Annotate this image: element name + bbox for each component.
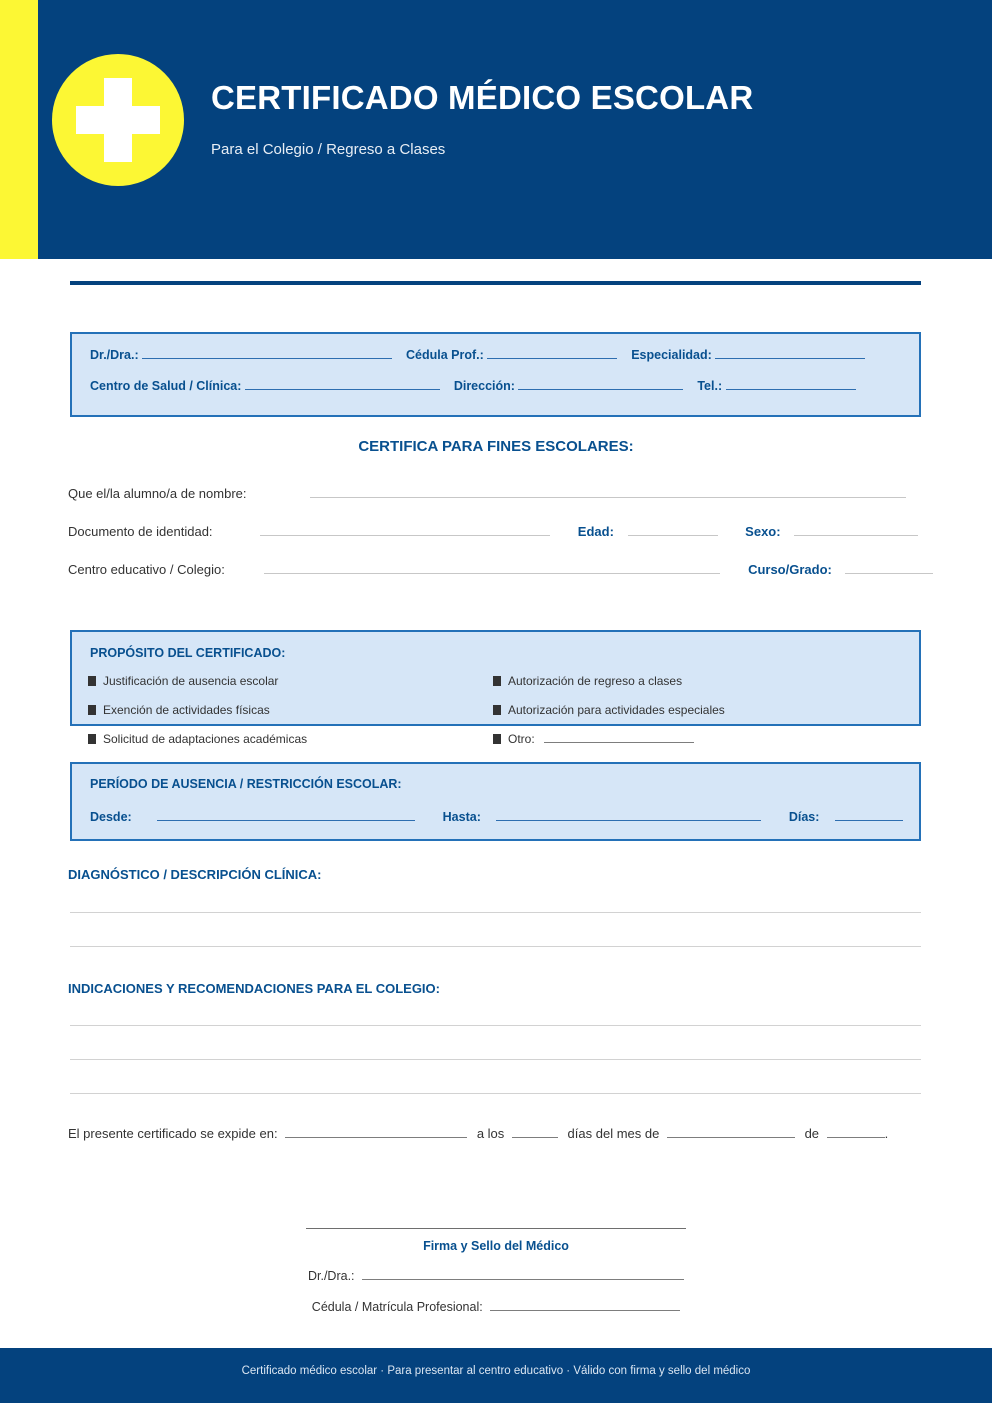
purpose-checkbox-return[interactable] bbox=[493, 674, 682, 688]
purpose-option-label: Autorización para actividades especiales bbox=[508, 703, 725, 717]
doctor-info-panel bbox=[70, 332, 921, 417]
medical-cross-icon bbox=[52, 54, 184, 186]
student-sex-label: Sexo: bbox=[745, 524, 781, 539]
issuance-text-part4: de bbox=[804, 1126, 820, 1141]
period-from-label: Desde: bbox=[90, 810, 132, 824]
period-days-input[interactable] bbox=[835, 820, 903, 821]
period-to-label: Hasta: bbox=[442, 810, 481, 824]
recommendations-write-line[interactable] bbox=[70, 1059, 921, 1060]
student-school-row bbox=[68, 562, 933, 577]
absence-period-title: PERÍODO DE AUSENCIA / RESTRICCIÓN ESCOLAR: bbox=[90, 777, 402, 791]
checkbox-icon[interactable] bbox=[88, 705, 96, 715]
student-age-input[interactable] bbox=[628, 535, 718, 536]
purpose-option-label: Solicitud de adaptaciones académicas bbox=[103, 732, 308, 746]
footer-text: Certificado médico escolar · Para presentar al centro educativo · Válido con firma y sello del médico bbox=[241, 1365, 751, 1377]
doctor-specialty-label: Especialidad: bbox=[631, 348, 712, 362]
issuance-day-input[interactable] bbox=[512, 1137, 558, 1138]
purpose-title: PROPÓSITO DEL CERTIFICADO: bbox=[90, 646, 286, 660]
signature-license-row bbox=[0, 1300, 992, 1314]
purpose-checkbox-absence[interactable] bbox=[88, 674, 278, 688]
doctor-identity-row bbox=[90, 348, 865, 362]
doctor-name-input[interactable] bbox=[142, 358, 392, 359]
student-id-row bbox=[68, 524, 918, 539]
diagnosis-write-line[interactable] bbox=[70, 946, 921, 947]
doctor-license-input[interactable] bbox=[487, 358, 617, 359]
student-school-input[interactable] bbox=[264, 573, 720, 574]
student-name-label: Que el/la alumno/a de nombre: bbox=[68, 486, 247, 501]
student-id-label: Documento de identidad: bbox=[68, 524, 213, 539]
checkbox-icon[interactable] bbox=[88, 676, 96, 686]
clinic-address-input[interactable] bbox=[518, 389, 683, 390]
purpose-option-label: Exención de actividades físicas bbox=[103, 703, 270, 717]
clinic-phone-input[interactable] bbox=[726, 389, 856, 390]
purpose-option-label: Autorización de regreso a clases bbox=[508, 674, 683, 688]
clinic-address-label: Dirección: bbox=[453, 379, 515, 393]
purpose-checkbox-other[interactable] bbox=[493, 732, 694, 746]
doctor-specialty-input[interactable] bbox=[715, 358, 865, 359]
period-days-label: Días: bbox=[788, 810, 820, 824]
purpose-checkbox-pe-exemption[interactable] bbox=[88, 703, 270, 717]
doctor-name-label: Dr./Dra.: bbox=[90, 348, 139, 362]
student-school-label: Centro educativo / Colegio: bbox=[68, 562, 225, 577]
absence-period-panel bbox=[70, 762, 921, 841]
diagnosis-title: DIAGNÓSTICO / DESCRIPCIÓN CLÍNICA: bbox=[68, 867, 322, 882]
issuance-year-input[interactable] bbox=[827, 1137, 885, 1138]
recommendations-write-line[interactable] bbox=[70, 1093, 921, 1094]
checkbox-icon[interactable] bbox=[493, 734, 501, 744]
purpose-checkbox-special-activities[interactable] bbox=[493, 703, 725, 717]
recommendations-title: INDICACIONES Y RECOMENDACIONES PARA EL COLEGIO: bbox=[68, 981, 440, 996]
header-divider bbox=[70, 281, 921, 285]
absence-period-row bbox=[90, 810, 903, 824]
issuance-text-part2: a los bbox=[476, 1126, 505, 1141]
clinic-name-label: Centro de Salud / Clínica: bbox=[90, 379, 242, 393]
student-grade-input[interactable] bbox=[845, 573, 933, 574]
signature-line[interactable] bbox=[306, 1228, 686, 1229]
document-footer bbox=[0, 1348, 992, 1403]
student-sex-input[interactable] bbox=[794, 535, 918, 536]
purpose-checkbox-academic-adaptations[interactable] bbox=[88, 732, 307, 746]
issuance-text-part1: El presente certificado se expide en: bbox=[68, 1126, 278, 1141]
student-grade-label: Curso/Grado: bbox=[748, 562, 832, 577]
doctor-license-label: Cédula Prof.: bbox=[406, 348, 484, 362]
header-accent-stripe bbox=[0, 0, 38, 259]
clinic-phone-label: Tel.: bbox=[697, 379, 723, 393]
diagnosis-write-line[interactable] bbox=[70, 912, 921, 913]
period-from-input[interactable] bbox=[157, 820, 415, 821]
recommendations-write-line[interactable] bbox=[70, 1025, 921, 1026]
signature-license-label: Cédula / Matrícula Profesional: bbox=[311, 1300, 483, 1314]
certifica-heading: CERTIFICA PARA FINES ESCOLARES: bbox=[358, 438, 634, 455]
issuance-month-input[interactable] bbox=[667, 1137, 795, 1138]
document-header bbox=[0, 0, 992, 259]
issuance-place-input[interactable] bbox=[285, 1137, 467, 1138]
cross-horizontal-bar bbox=[76, 106, 160, 134]
checkbox-icon[interactable] bbox=[88, 734, 96, 744]
signature-doctor-input[interactable] bbox=[362, 1279, 684, 1280]
signature-doctor-row bbox=[0, 1269, 992, 1283]
issuance-text-part3: días del mes de bbox=[567, 1126, 660, 1141]
issuance-text-part5: . bbox=[884, 1126, 889, 1141]
purpose-option-label: Justificación de ausencia escolar bbox=[103, 674, 279, 688]
period-to-input[interactable] bbox=[496, 820, 761, 821]
checkbox-icon[interactable] bbox=[493, 705, 501, 715]
signature-caption: Firma y Sello del Médico bbox=[423, 1239, 569, 1253]
purpose-other-input[interactable] bbox=[544, 742, 694, 743]
clinic-name-input[interactable] bbox=[245, 389, 440, 390]
issuance-statement bbox=[68, 1126, 888, 1141]
student-name-row bbox=[68, 486, 906, 501]
clinic-info-row bbox=[90, 379, 856, 393]
signature-doctor-label: Dr./Dra.: bbox=[307, 1269, 355, 1283]
student-name-input[interactable] bbox=[310, 497, 906, 498]
student-id-input[interactable] bbox=[260, 535, 550, 536]
checkbox-icon[interactable] bbox=[493, 676, 501, 686]
student-age-label: Edad: bbox=[577, 524, 614, 539]
signature-license-input[interactable] bbox=[490, 1310, 680, 1311]
page-subtitle: Para el Colegio / Regreso a Clases bbox=[211, 141, 446, 158]
purpose-option-label: Otro: bbox=[508, 732, 535, 746]
page-title: CERTIFICADO MÉDICO ESCOLAR bbox=[211, 79, 754, 116]
